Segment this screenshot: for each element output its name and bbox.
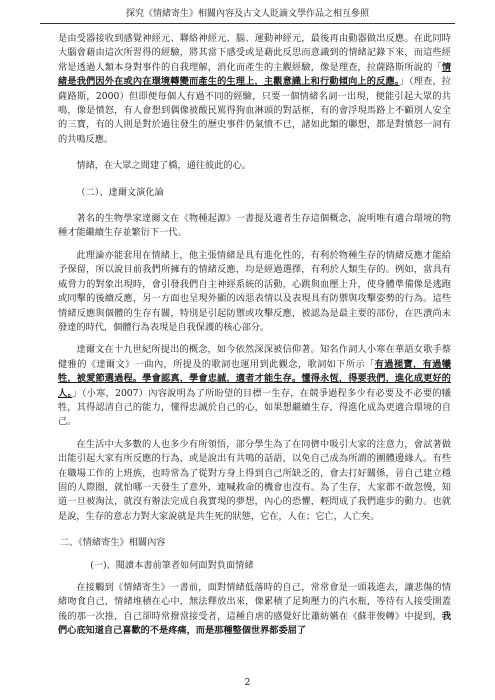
section-heading-book: 二、《情緒寄生》相關內容 <box>59 537 166 549</box>
paragraph-emotion-definition <box>58 32 451 147</box>
paragraph-origin-of-species: 著名的生物學家達爾文在《物種起源》一書提及適者生存這個概念，說明唯有適合環境的物種才能繼續生存並繁衍下一代。 <box>58 213 451 239</box>
paragraph-bridge: 情緒，在大眾之間建了橋，通往彼此的心。 <box>76 160 251 172</box>
paragraph-before-reading <box>58 581 451 639</box>
subsection-heading-negative-emotion: (一)、閱讀本書前筆者如何面對負面情緒 <box>90 559 254 571</box>
paragraph-text: 」（小寒，2007）內容說明為了所盼望的目標一生存，在競爭過程多少有必要及不必要的犧牲，其得認清自己的能力，懂得忠誠於自己的心，如果想繼續生存，得進化成為更適合環境的自己。 <box>58 387 451 428</box>
page-number: 2 <box>244 678 251 688</box>
document-body <box>58 32 451 639</box>
bold-quote: 我們心底知道自己喜歡的不是疼痛，而是那種整個世界都委屈了 <box>58 610 451 637</box>
paragraph-emotion-evolution: 此理論亦能套用在情緒上，他主張情緒是具有進化性的，有利於物種生存的情緒反應才能給予保留，所以說目前我們所擁有的情緒反應，均是經過選擇，有利於人類生存的。例如，當具有威脅力的對象出現時，會引發我們自主神經系統的活動，心跳與血壓上升，使身體準備像是逃跑或同擊的後續反應，另一方面也呈現外顯的凶惡表情以及表現具有防禦與攻擊姿勢的行為。這些情緒反應與個體的生存有關，特別是引起防禦或攻擊反應，被認為是最主要的部份，在匹潰尚未發達的時代，個體行為表現是自我保護的核心部分。 <box>58 249 451 333</box>
highlighted-quote: 情緒是我們因外在或內在環境轉變而產生的生理上，主觀意識上和行動傾向上的反應。 <box>58 61 451 88</box>
running-header: 探究《情緒寄生》相關內容及古文人貶謫文學作品之相互參照 <box>40 8 455 24</box>
paragraph-text: 是由受器接收到感覺神經元、聯絡神經元、腦、運動神經元，最後再由動器做出反應。在此同時大腦會藉由這次所習得的經驗，將其當下感受或是藉此反思而意識到的情緒記錄下來，而這些經常是透過人類本身對事件的自我理解，消化而產生的主觀經驗，像是理查，拉薩路斯所說的「 <box>58 33 451 73</box>
paragraph-text: 在接觸到《情緒寄生》一書前，面對情緒低落時的自己，常常會是一頭栽進去，讓悲傷的情緒吻食自己，情緒堆積在心中，無法釋放出來，像累積了足夠壓力的汽水瓶，等待有人接受開蓋後的那一次推，自己卻時常撥當接受者，這種自虐的感覺好比蕭紡嬿在《蘇菲俊轉》中提到， <box>58 582 451 622</box>
paragraph-survival-life: 在生活中大多數的人也多少有所領悟，部分學生為了在同儕中吸引大家的注意力，會試著做出能引起大家有所反應的行為，或是說出有共鳴的話語，以免自己成為所謂的團體邊緣人。有些在職場工作的上班族，也時常為了從對方身上得到自己所缺乏的，會去打好關係，晉自己建立穩固的人際圈，就怕哪一天發生了意外，連喊救命的機會也沒有。為了生存，大家都不敢忽慢，知道一旦被淘汰，就沒有辦法完成自我實現的夢想，內心的恐懼，輕問成了我們進步的動力。也就是說，生存的意志力對大家說就是共生死的狀態，它在，人在；它亡，人亡矣。 <box>58 438 451 522</box>
paragraph-text: 達爾文在十九世紀所提出的概念，如今依然深深被信仰著。知名作詞人小寒在華語女歌手蔡健雅的《達爾文》一曲內，所提及的歌詞也運用到此觀念，歌詞如下所示「 <box>58 344 451 370</box>
paragraph-text: 」（理查，拉薩路斯，2000）但即便每個人有過不同的經驗，只要一個情緒名詞一出現，便能引起大眾的共鳴，像是憤怒，有人會想到偶像被酸民駡得狗血淋頭的對話框，有的會浮現馬路上不顧別人安全的三寶，有的人則是對於過往發生的歷史事件仍氣憤不已，諸如此類的聯想，都是對憤怒一詞有的共鳴反應。 <box>58 76 451 145</box>
paragraph-darwin-song <box>58 343 451 429</box>
highlighted-lyrics: 有過褪寶，有過犧牲，被愛節選過程。學會認真，學會忠誠，適者才能生存。懂得永恆，得要我們，進化成更好的人。 <box>58 358 452 399</box>
section-heading-darwin: （二）、達爾文演化論 <box>76 186 164 198</box>
